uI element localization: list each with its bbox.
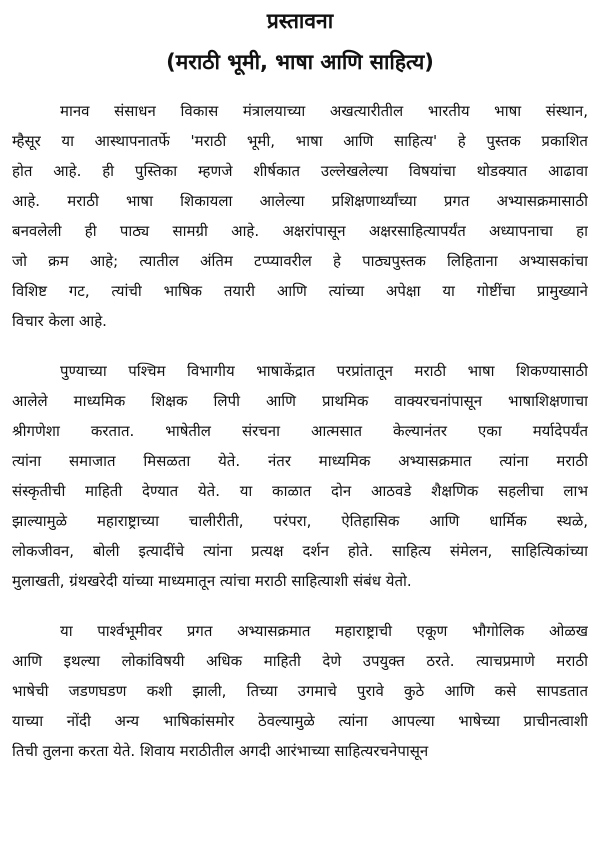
page-subtitle: (मराठी भूमी, भाषा आणि साहित्य) bbox=[166, 50, 434, 74]
text-line: विचार केला आहे. bbox=[12, 312, 107, 330]
page-title: प्रस्तावना bbox=[266, 9, 334, 33]
text-line: झाल्यामुळे महाराष्ट्राच्या चालीरीती, परंपरा, ऐतिहासिक आणि धार्मिक स्थळे, bbox=[12, 512, 588, 530]
text-line: त्यांना समाजात मिसळता येते. नंतर माध्यमिक अभ्यासक्रमात त्यांना मराठी bbox=[12, 452, 588, 470]
paragraph bbox=[12, 616, 588, 766]
text-line: होत आहे. ही पुस्तिका म्हणजे शीर्षकात उल्लेखलेल्या विषयांचा थोडक्यात आढावा bbox=[12, 162, 588, 180]
text-line: बनवलेली ही पाठ्य सामग्री आहे. अक्षरांपासून अक्षरसाहित्यापर्यंत अध्यापनाचा हा bbox=[12, 222, 588, 240]
text-line: आहे. मराठी भाषा शिकायला आलेल्या प्रशिक्षणार्थ्यांच्या प्रगत अभ्यासक्रमासाठी bbox=[12, 192, 588, 210]
text-line: विशिष्ट गट, त्यांची भाषिक तयारी आणि त्यांच्या अपेक्षा या गोष्टींचा प्रामुख्याने bbox=[12, 282, 588, 300]
text-line: श्रीगणेशा करतात. भाषेतील संरचना आत्मसात केल्यानंतर एका मर्यादेपर्यंत bbox=[12, 422, 588, 440]
text-line: आणि इथल्या लोकांविषयी अधिक माहिती देणे उपयुक्त ठरते. त्याचप्रमाणे मराठी bbox=[12, 652, 588, 670]
paragraph bbox=[12, 356, 588, 596]
text-line: मानव संसाधन विकास मंत्रालयाच्या अखत्यारीतील भारतीय भाषा संस्थान, bbox=[60, 102, 588, 120]
text-line: पुण्याच्या पश्चिम विभागीय भाषाकेंद्रात परप्रांतातून मराठी भाषा शिकण्यासाठी bbox=[60, 362, 588, 380]
paragraph bbox=[12, 96, 588, 336]
text-line: मुलाखती, ग्रंथखरेदी यांच्या माध्यमातून त्यांचा मराठी साहित्याशी संबंध येतो. bbox=[12, 572, 412, 590]
text-line: या पार्श्वभूमीवर प्रगत अभ्यासक्रमात महाराष्ट्राची एकूण भौगोलिक ओळख bbox=[60, 622, 588, 640]
text-line: जो क्रम आहे; त्यातील अंतिम टप्प्यावरील हे पाठ्यपुस्तक लिहिताना अभ्यासकांचा bbox=[12, 252, 588, 270]
text-line: भाषेची जडणघडण कशी झाली, तिच्या उगमाचे पुरावे कुठे आणि कसे सापडतात bbox=[12, 682, 588, 700]
text-line: संस्कृतीची माहिती देण्यात येते. या काळात दोन आठवडे शैक्षणिक सहलीचा लाभ bbox=[12, 482, 588, 500]
text-line: लोकजीवन, बोली इत्यादींचे त्यांना प्रत्यक्ष दर्शन होते. साहित्य संमेलन, साहित्यिकांच्या bbox=[12, 542, 588, 560]
text-line: म्हैसूर या आस्थापनातर्फे 'मराठी भूमी, भाषा आणि साहित्य' हे पुस्तक प्रकाशित bbox=[12, 132, 588, 150]
body-text bbox=[12, 96, 588, 766]
text-line: याच्या नोंदी अन्य भाषिकांसमोर ठेवल्यामुळे त्यांना आपल्या भाषेच्या प्राचीनत्वाशी bbox=[12, 712, 588, 730]
text-line: आलेले माध्यमिक शिक्षक लिपी आणि प्राथमिक वाक्यरचनांपासून भाषाशिक्षणाचा bbox=[12, 392, 588, 410]
text-line: तिची तुलना करता येते. शिवाय मराठीतील अगदी आरंभाच्या साहित्यरचनेपासून bbox=[12, 742, 429, 760]
